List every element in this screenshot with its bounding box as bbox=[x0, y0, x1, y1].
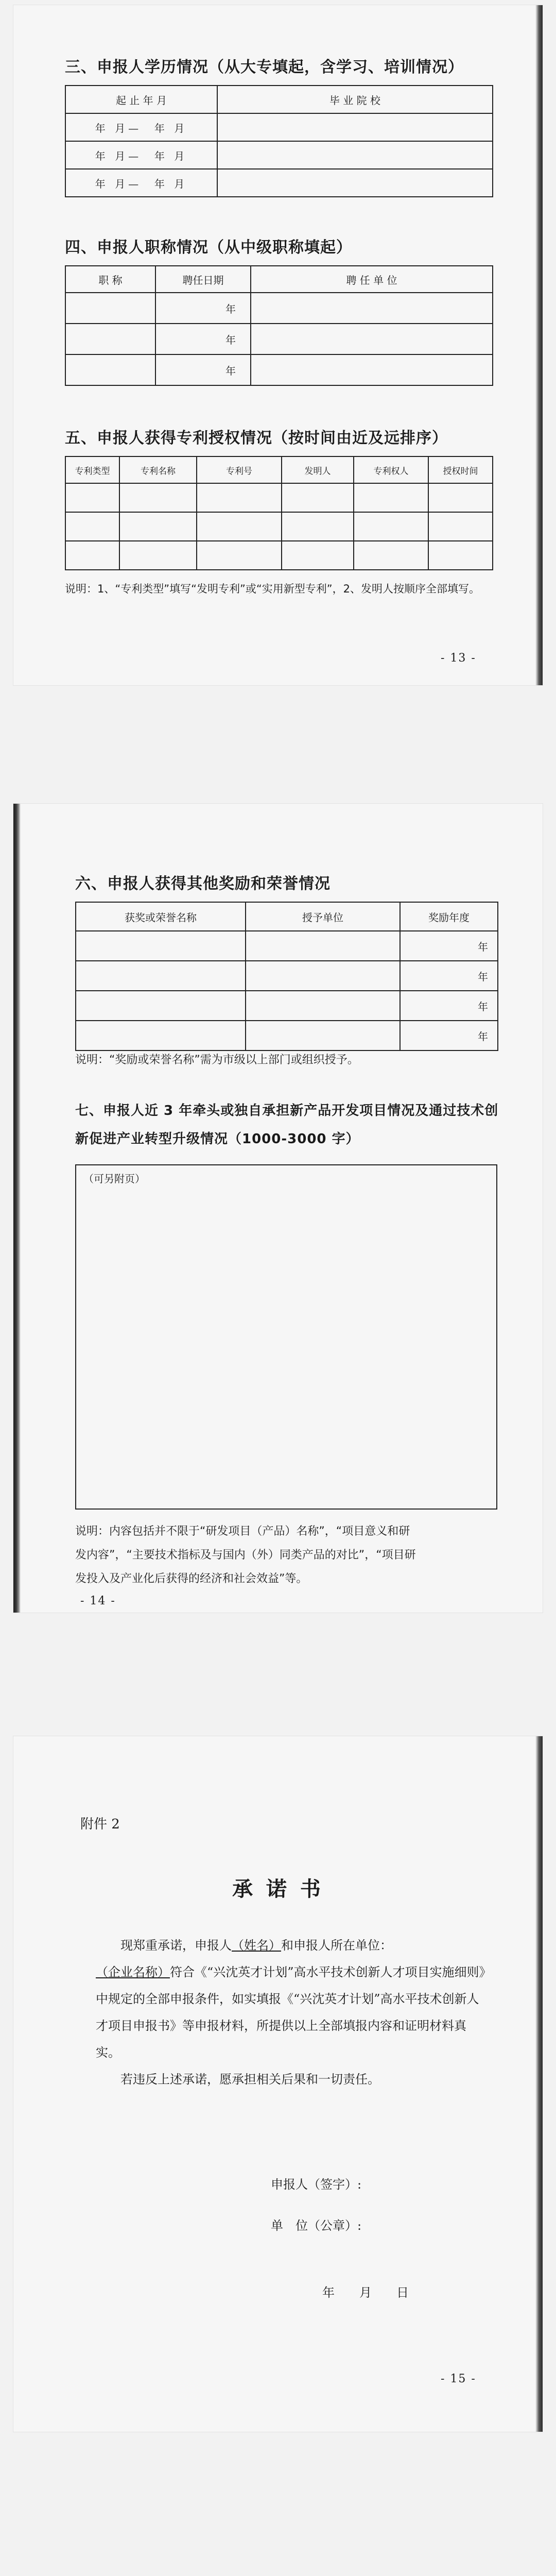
date-cell: 年 月 bbox=[154, 149, 188, 162]
company-seal-line: 单 位（公章）: bbox=[271, 2218, 362, 2233]
date-cell: 年 月— bbox=[95, 122, 142, 134]
document-page-14 bbox=[13, 804, 543, 1613]
section-7-note-line-2: 发内容”，“主要技术指标及与国内（外）同类产品的对比”，“项目研 bbox=[75, 1549, 416, 1562]
table-row bbox=[65, 113, 493, 141]
page-binding-shadow bbox=[13, 804, 21, 1613]
table-row bbox=[65, 354, 493, 385]
section-5-heading: 五、申报人获得专利授权情况（按时间由近及远排序） bbox=[65, 429, 448, 447]
table-row bbox=[65, 169, 493, 197]
date-cell: 年 月— bbox=[95, 177, 142, 190]
page-number: - 13 - bbox=[441, 652, 476, 665]
table-row bbox=[76, 961, 498, 991]
document-page-13 bbox=[13, 5, 543, 685]
year-cell: 年 bbox=[155, 324, 251, 354]
column-header: 职 称 bbox=[65, 266, 155, 293]
section-7-note-line-3: 发投入及产业化后获得的经济和社会效益”等。 bbox=[75, 1572, 308, 1585]
year-cell: 年 bbox=[400, 931, 498, 961]
section-7-note-line-1: 说明：内容包括并不限于“研发项目（产品）名称”，“项目意义和研 bbox=[75, 1525, 410, 1538]
page-title: 承 诺 书 bbox=[232, 1877, 324, 1901]
education-table bbox=[65, 85, 493, 197]
column-header: 奖励年度 bbox=[400, 902, 498, 931]
table-row bbox=[65, 483, 493, 512]
table-row bbox=[65, 512, 493, 541]
date-cell: 年 月 bbox=[154, 122, 188, 134]
page-binding-shadow bbox=[535, 5, 543, 685]
section-7-heading-line-2: 新促进产业转型升级情况（1000-3000 字） bbox=[75, 1131, 360, 1147]
page-number: - 14 - bbox=[80, 1595, 116, 1607]
year-cell: 年 bbox=[155, 293, 251, 324]
column-header: 毕 业 院 校 bbox=[217, 86, 493, 113]
table-row bbox=[65, 141, 493, 169]
commitment-text: 符合《“兴沈英才计划”高水平技术创新人才项目实施细则》中规定的全部申报条件，如实填报《“兴沈英才计划”高水平技术创新人才项目申报书》等申报材料，所提供以上全部填报内容和证明材料真实。 bbox=[96, 1965, 485, 2060]
table-row bbox=[65, 293, 493, 324]
year-cell: 年 bbox=[400, 961, 498, 991]
column-header: 专利类型 bbox=[65, 456, 119, 483]
column-header: 专利名称 bbox=[119, 456, 197, 483]
applicant-name-placeholder: （姓名） bbox=[232, 1938, 281, 1953]
column-header: 授予单位 bbox=[246, 902, 400, 931]
commitment-paragraph-2 bbox=[96, 1959, 487, 2066]
section-6-note: 说明：“奖励或荣誉名称”需为市级以上部门或组织授予。 bbox=[75, 1054, 359, 1066]
commitment-paragraph-3: 若违反上述承诺，愿承担相关后果和一切责任。 bbox=[120, 2072, 380, 2087]
project-description-box bbox=[75, 1164, 497, 1510]
applicant-signature-line: 申报人（签字）: bbox=[271, 2177, 362, 2192]
table-row bbox=[65, 541, 493, 570]
commitment-paragraph-1 bbox=[96, 1932, 487, 1959]
page-number: - 15 - bbox=[441, 2372, 476, 2385]
column-header: 聘任日期 bbox=[155, 266, 251, 293]
column-header: 获奖或荣誉名称 bbox=[76, 902, 246, 931]
column-header: 发明人 bbox=[282, 456, 354, 483]
section-3-heading: 三、申报人学历情况（从大专填起，含学习、培训情况） bbox=[65, 58, 464, 76]
table-row bbox=[76, 1021, 498, 1050]
column-header: 聘 任 单 位 bbox=[251, 266, 493, 293]
date-cell: 年 月 bbox=[154, 177, 188, 190]
company-name-placeholder: （企业名称） bbox=[96, 1965, 170, 1979]
table-row bbox=[76, 931, 498, 961]
document-page-15 bbox=[13, 1736, 543, 2432]
commitment-text: 和申报人所在单位： bbox=[281, 1938, 392, 1953]
column-header: 专利号 bbox=[197, 456, 282, 483]
section-5-note: 说明：1、“专利类型”填写“发明专利”或“实用新型专利”，2、发明人按顺序全部填写。 bbox=[65, 583, 480, 595]
title-table bbox=[65, 265, 493, 386]
column-header: 专利权人 bbox=[354, 456, 428, 483]
column-header: 授权时间 bbox=[428, 456, 493, 483]
patent-table bbox=[65, 456, 493, 570]
commitment-text: 现郑重承诺，申报人 bbox=[120, 1938, 232, 1953]
table-row bbox=[76, 991, 498, 1021]
date-cell: 年 月— bbox=[95, 149, 142, 162]
box-hint: （可另附页） bbox=[83, 1173, 145, 1185]
year-cell: 年 bbox=[400, 1021, 498, 1050]
section-7-heading-line-1: 七、申报人近 3 年牵头或独自承担新产品开发项目情况及通过技术创 bbox=[75, 1103, 499, 1118]
page-binding-shadow bbox=[535, 1736, 543, 2432]
section-6-heading: 六、申报人获得其他奖励和荣誉情况 bbox=[75, 875, 331, 893]
year-cell: 年 bbox=[155, 354, 251, 385]
column-header: 起 止 年 月 bbox=[65, 86, 217, 113]
attachment-label: 附件 2 bbox=[80, 1817, 120, 1832]
section-4-heading: 四、申报人职称情况（从中级职称填起） bbox=[65, 239, 352, 257]
date-line: 年 月 日 bbox=[322, 2285, 409, 2300]
table-row bbox=[65, 324, 493, 354]
awards-table bbox=[75, 902, 498, 1051]
year-cell: 年 bbox=[400, 991, 498, 1021]
